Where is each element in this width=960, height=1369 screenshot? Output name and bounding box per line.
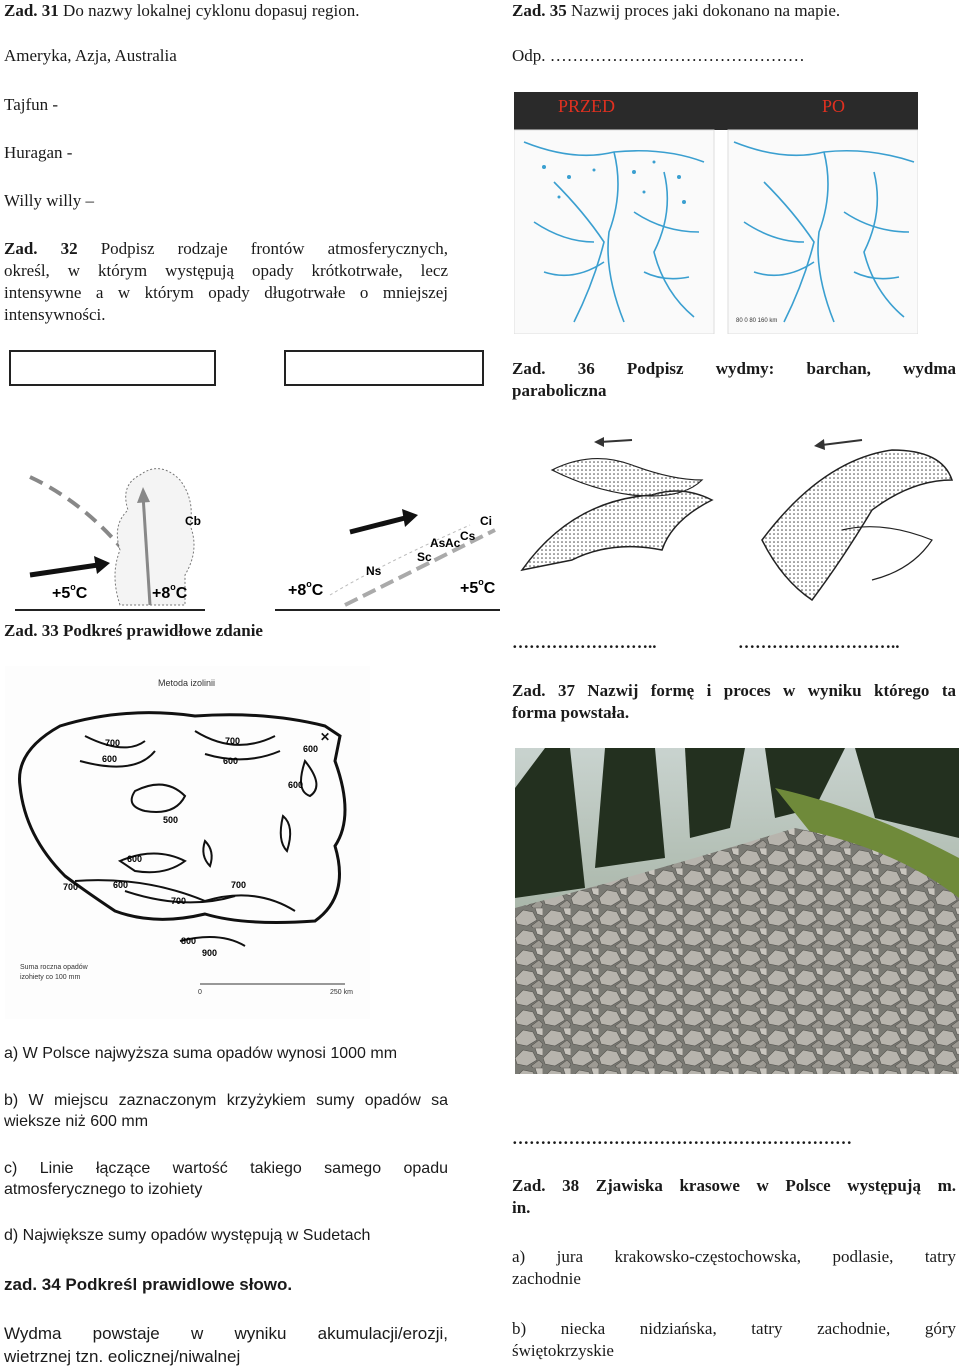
q33-option-a-text: a) W Polsce najwyższa suma opadów wynosi 1000 mm: [4, 1045, 398, 1062]
fronts-diagram: [0, 455, 500, 615]
q34-line2: wietrznej tzn. eolicznej/niwalnej: [4, 1347, 241, 1366]
q35-answer-line[interactable]: Odp. ………………………………………: [512, 46, 805, 65]
label-ci: Ci: [480, 514, 492, 528]
q33-option-b[interactable]: [4, 1090, 448, 1132]
q33-option-a[interactable]: [4, 1043, 397, 1065]
q33-title: Zad. 33 Podkreś prawidłowe zdanie: [4, 621, 263, 640]
q36-line1: Zad. 36 Podpisz wydmy: barchan, wydma: [512, 359, 956, 378]
q38-line2: in.: [512, 1198, 531, 1217]
wind-arrow-left: [600, 440, 632, 442]
q37-question: [512, 680, 956, 724]
front-label-box-2[interactable]: [284, 350, 484, 386]
wind-arrowhead-right: [814, 439, 825, 450]
q32-line2: określ, w którym występują opady krótkotrwałe, lecz: [4, 261, 448, 280]
q33-option-d[interactable]: [4, 1225, 370, 1247]
isoline-label: 700: [225, 736, 241, 746]
q32-line3: intensywne a w którym opady długotrwałe o mniejszej: [4, 283, 448, 302]
q38-option-a-line2: zachodnie: [512, 1269, 581, 1288]
q36-line2: paraboliczna: [512, 381, 607, 400]
barchan-dune: [522, 491, 712, 570]
q36-answer-right[interactable]: ………………………..: [738, 633, 900, 652]
q34-sentence[interactable]: [4, 1322, 448, 1368]
wind-arrowhead-left: [594, 437, 604, 447]
isoline-label: 700: [105, 738, 121, 748]
map-title: Metoda izolinii: [158, 678, 216, 688]
barchan-dune-back: [552, 459, 702, 496]
q31-heading: [4, 0, 454, 22]
isoline-map: [5, 666, 370, 1019]
q35-number: Zad. 35: [512, 1, 567, 20]
q33-option-b-line2: wieksze niż 600 mm: [4, 1113, 149, 1130]
q32-line4: intensywności.: [4, 305, 106, 324]
temp-warm-right: $+5^oC$: [460, 577, 496, 597]
label-after: PO: [822, 96, 846, 116]
label-sc: Sc: [417, 550, 432, 564]
legend-line-2: izohiety co 100 mm: [20, 974, 81, 981]
q32-line1: Podpisz rodzaje frontów atmosferycznych,: [77, 239, 448, 258]
wind-arrow-right: [822, 440, 862, 445]
q33-option-c[interactable]: [4, 1158, 448, 1200]
cross-mark: ✕: [320, 730, 331, 744]
q34-line1: Wydma powstaje w wyniku akumulacji/erozji,: [4, 1324, 448, 1343]
q31-item-typhoon: Tajfun -: [4, 95, 59, 114]
label-ac: Ac: [445, 536, 461, 550]
isoline-label: 600: [223, 756, 239, 766]
q38-option-b-line2: świętokrzyskie: [512, 1341, 614, 1360]
warm-front-arrow: [350, 518, 405, 532]
temp-cold-left: $+5^oC$: [52, 582, 88, 602]
temp-cold-right: $+8^oC$: [152, 582, 188, 602]
cold-front-line: [30, 477, 135, 565]
q37-line1: Zad. 37 Nazwij formę i proces w wyniku którego ta: [512, 681, 956, 700]
q31-text: Do nazwy lokalnej cyklonu dopasuj region.: [58, 1, 360, 20]
isoline-label: 600: [288, 780, 304, 790]
q35-text: Nazwij proces jaki dokonano na mapie.: [566, 1, 841, 20]
isoline-label: 600: [127, 854, 143, 864]
q38-line1: Zad. 38 Zjawiska krasowe w Polsce występują m.: [512, 1176, 956, 1195]
q31-item-hurricane: Huragan -: [4, 143, 73, 162]
label-ns: Ns: [366, 564, 382, 578]
q31-number: Zad. 31: [4, 1, 59, 20]
q38-question: [512, 1175, 956, 1219]
isoline-label: 700: [63, 882, 79, 892]
q33-option-c-line1: c) Linie łączące wartość takiego samego opadu: [4, 1160, 448, 1177]
warm-air-arrowhead: [94, 556, 110, 574]
front-label-box-1[interactable]: [9, 350, 216, 386]
temp-warm-left: $+8^oC$: [288, 579, 324, 599]
q38-option-a[interactable]: [512, 1246, 956, 1290]
isoline-label: 700: [171, 896, 187, 906]
map-before: [514, 130, 714, 334]
warm-air-arrow: [30, 565, 98, 575]
q34-title: zad. 34 Podkreśl prawidlowe słowo.: [4, 1275, 293, 1294]
q36-question: [512, 358, 956, 402]
scale-start: 0: [198, 989, 202, 996]
river-maps: [514, 92, 918, 334]
q36-answer-left[interactable]: ……………………..: [512, 633, 657, 652]
isoline-label: 700: [231, 880, 247, 890]
q35-heading: [512, 0, 952, 22]
isoline-label: 900: [202, 948, 218, 958]
q31-item-willy: Willy willy –: [4, 191, 94, 210]
q33-option-c-line2: atmosferycznego to izohiety: [4, 1181, 203, 1198]
dunes-diagram: [512, 420, 960, 620]
q32-question: [4, 238, 448, 326]
isoline-label: 500: [163, 815, 179, 825]
warm-front-arrowhead: [402, 509, 418, 527]
label-cs: Cs: [460, 529, 476, 543]
q38-option-b-line1: b) niecka nidziańska, tatry zachodnie, góry: [512, 1319, 956, 1338]
isoline-label: 800: [181, 936, 197, 946]
q33-option-d-text: d) Największe sumy opadów występują w Sudetach: [4, 1227, 371, 1244]
scree-photo: [515, 748, 959, 1074]
label-before: PRZED: [558, 96, 616, 116]
label-as: As: [430, 536, 446, 550]
legend-line-1: Suma roczna opadów: [20, 964, 88, 971]
q31-regions: Ameryka, Azja, Australia: [4, 46, 177, 65]
parabolic-dune: [762, 450, 952, 600]
isoline-label: 600: [303, 744, 319, 754]
isoline-label: 600: [113, 880, 129, 890]
map-scale: 80 0 80 160 km: [736, 318, 778, 324]
q38-option-a-line1: a) jura krakowsko-częstochowska, podlasie, tatry: [512, 1247, 956, 1266]
q38-option-b[interactable]: [512, 1318, 956, 1362]
q32-number: Zad. 32: [4, 239, 78, 258]
scale-end: 250 km: [330, 989, 353, 996]
q33-option-b-line1: b) W miejscu zaznaczonym krzyżykiem sumy opadów sa: [4, 1092, 448, 1109]
q37-answer-line[interactable]: ……………………………………………………: [512, 1129, 852, 1148]
q37-line2: forma powstała.: [512, 703, 630, 722]
isoline-label: 600: [102, 754, 118, 764]
label-cb: Cb: [185, 514, 201, 528]
